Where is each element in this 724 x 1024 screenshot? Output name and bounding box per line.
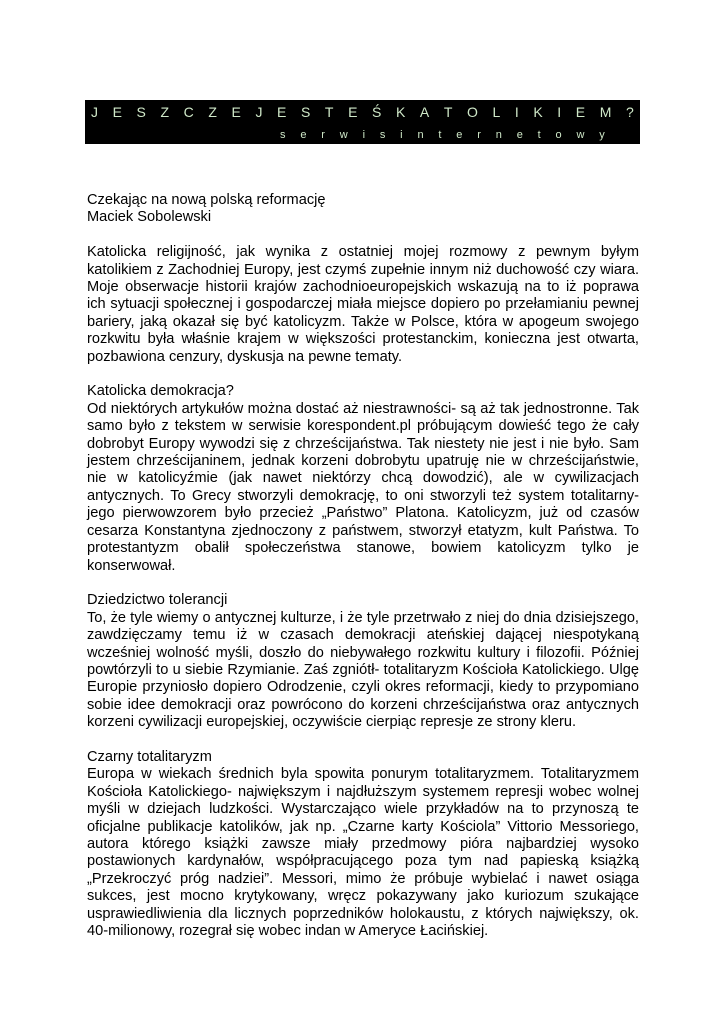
banner-subtitle <box>280 127 605 143</box>
section-heading: Czarny totalitaryzm <box>87 748 212 765</box>
article <box>87 192 639 940</box>
banner-letter: ? <box>625 104 634 120</box>
banner-letter: E <box>348 104 358 120</box>
banner-letter: Z <box>160 104 170 120</box>
banner-letter: M <box>599 104 612 120</box>
banner-letter: t <box>438 129 442 141</box>
banner-letter: s <box>280 129 286 141</box>
section-heading: Katolicka demokracja? <box>87 383 234 400</box>
banner-letter: i <box>400 129 403 141</box>
paragraph-spacer <box>87 732 639 749</box>
paragraph-spacer <box>87 366 639 383</box>
banner-letter: Ś <box>372 104 382 120</box>
banner-letter: r <box>321 129 325 141</box>
banner-letter: J <box>91 104 98 120</box>
banner-letter: K <box>395 104 406 120</box>
banner-letter: r <box>477 129 481 141</box>
banner-letter: S <box>300 104 311 120</box>
banner-letter: I <box>514 104 519 120</box>
banner-letter: T <box>443 104 453 120</box>
banner-letter: S <box>136 104 146 120</box>
banner-letter: I <box>557 104 562 120</box>
banner-letter: e <box>456 129 463 141</box>
banner-letter: L <box>492 104 501 120</box>
banner-letter: K <box>533 104 543 120</box>
banner-letter: s <box>379 129 386 141</box>
banner-letter: E <box>231 104 241 120</box>
section-body: Od niektórych artykułów można dostać aż niestrawności- są aż tak jednostronne. Tak samo było z tekstem w serwisie korespondent.pl próbującym dowieść tego że cały dobrobyt Europy wywodzi się z chrześcijaństwa. Tak niestety nie jest i nie było. Sam jestem chrześcijaninem, jednak korzeni dobrobytu upatruję nie w chrześcijaństwie, nie w katolicyźmie (jak nawet niektórzy chcą dowodzić), ale w cywilizacjach antycznych. To Grecy stworzyli demokrację, to oni stworzyli też system totalitarny- jego pierwowzorem było przecież „Państwo” Platona. Katolicyzm, już od czasów cesarza Konstantyna zjednoczony z państwem, stworzył etatyzm, kult Państwa. To protestantyzm obalił społeczeństwa stanowe, bowiem katolicyzm tylko je konserwował. <box>87 400 639 574</box>
section-body: Europa w wiekach średnich byla spowita ponurym totalitaryzmem. Totalitaryzmem Kościoła Katolickiego- największym i najdłuższym systemem represji wobec wolnej myśli w dziejach ludzkości. Wystarczająco wiele przykładów na to przynoszą te oficjalne publikacje katolików, jak np. „Czarne karty Kościola” Vittorio Messoriego, autora którego książki zawsze miały przedmowy pióra najbardziej wysoko postawionych kardynałów, współpracującego poza tym nad papieską książką „Przekroczyć próg nadziei”. Messori, mimo że próbuje wybielać i nawet osiąga sukces, jest mocno krytykowany, wręcz pokazywany jako kuriozum szukające usprawiedliwienia dla licznych poprzedników holokaustu, z których największy, ok. 40-milionowy, rozegrał się wobec indan w Ameryce Łacińskiej. <box>87 766 639 939</box>
paragraph-spacer <box>87 227 639 244</box>
banner-letter: y <box>599 129 605 141</box>
banner-letter: n <box>417 129 424 141</box>
banner-letter: J <box>255 104 263 120</box>
banner-letter: e <box>300 129 307 141</box>
banner-letter: n <box>495 129 502 141</box>
banner-letter: o <box>555 129 562 141</box>
banner-letter: Z <box>208 104 217 120</box>
banner-letter: w <box>576 129 585 141</box>
site-banner <box>85 100 640 144</box>
banner-letter: w <box>339 129 348 141</box>
section-body: To, że tyle wiemy o antycznej kulturze, i że tyle przetrwało z niej do dnia dzisiejszego, zawdzięczamy temu iż w czasach demokracji ateńskiej dającej niespotykaną wcześniej wolność myśli, doszło do niebywałego rozkwitu kultury i filozofii. Później powtórzyli to u siebie Rzymianie. Zaś zgniótł- totalitaryzm Kościoła Katolickiego. Ulgę Europie przyniosło dopiero Odrodzenie, czyli okres reformacji, kiedy to przypomiano sobie idee demokracji oraz powrócono do korzeni chrześcijaństwa oraz antycznych korzeni cywilizacji europejskiej, oczywiście cierpiąc represje ze strony kleru. <box>87 609 639 731</box>
banner-letter: T <box>324 104 334 120</box>
banner-title <box>85 102 640 122</box>
banner-letter: e <box>516 129 523 141</box>
section-heading: Dziedzictwo tolerancji <box>87 592 228 609</box>
banner-letter: C <box>183 104 194 120</box>
article-author: Maciek Sobolewski <box>87 209 212 226</box>
article-intro: Katolicka religijność, jak wynika z ostatniej mojej rozmowy z pewnym byłym katolikiem z Zachodniej Europy, jest czymś zupełnie innym niż duchowość czy wiara. Moje obserwacje historii krajów zachodnioeuropejskich wskazują na to iż poprawa ich sytuacji społecznej i gospodarczej miała miejsce dopiero po przełamianiu pewnej bariery, jaką okazał się być katolicyzm. Także w Polsce, która w apogeum swojego rozkwitu była właśnie krajem w większości protestanckim, konieczna jest otwarta, pozbawiona cenzury, dyskusja na pewne tematy. <box>87 244 639 365</box>
paragraph-spacer <box>87 575 639 592</box>
banner-letter: E <box>112 104 122 120</box>
banner-letter: t <box>537 129 541 141</box>
banner-letter: i <box>362 129 366 141</box>
banner-letter: A <box>419 104 430 120</box>
banner-letter: O <box>466 104 478 120</box>
article-title: Czekając na nową polską reformację <box>87 192 326 208</box>
banner-letter: E <box>575 104 586 120</box>
banner-letter: E <box>277 104 287 120</box>
